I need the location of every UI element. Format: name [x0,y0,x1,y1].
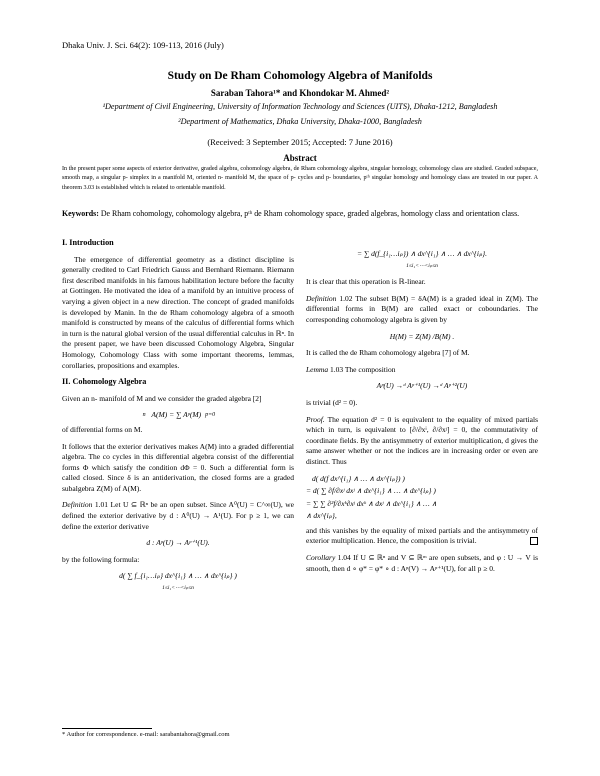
eq1-body: A(M) = ∑ Aᵖ(M) [151,410,202,420]
definition-1-02 [306,294,538,326]
cohomology-paragraph-1: Given an n- manifold of M and we consider the graded algebra [2] [62,393,262,403]
right-paragraph-4-text: and this vanishes by the equality of mixed partials and the antisymmetry of exterior multiplication. Hence, the composition is trivial. [306,525,538,546]
proof-text: The equation d² = 0 is equivalent to the equality of mixed partials which in turn, is equivalent to [∂/∂xⁱ, ∂/∂xʲ] = 0, the commutativity of coordinate fields. By the antisymmetry of exterior multiplication, d gives the same answer whether or not the indices are in increasing order or even are distinct. Thus [306,414,538,466]
cohomology-paragraph-2: of differential forms on M. [62,424,143,434]
definition-1-02-label: Definition [306,293,337,303]
received-dates: (Received: 3 September 2015; Accepted: 7 June 2016) [207,137,393,147]
footnote-rule [62,728,152,729]
authors: Saraban Tahora¹* and Khondokar M. Ahmed² [210,88,390,98]
cohomology-paragraph-4: by the following formula: [62,554,140,564]
lemma-1-03 [306,365,538,376]
definition-1-02-text: 1.02 The subset B(M) = δA(M) is a graded ideal in Z(M). The differential forms in B(M) are called exact or coboundaries. The corresponding cohomology algebra is given by [306,293,538,324]
right-paragraph-1: It is clear that this operation is ℝ-linear. [306,277,426,287]
eq4-body: = ∑ d(f_{i₁…iₚ}) ∧ dx^{i₁} ∧ … ∧ dx^{iₚ}. [356,249,488,258]
keywords-label: Keywords: [62,209,99,218]
cohomology-heading: II. Cohomology Algebra [62,377,147,387]
equation-4 [306,249,538,271]
intro-heading: I. Introduction [62,238,114,247]
qed-icon [530,537,538,545]
keywords [62,208,538,219]
abstract-heading: Abstract [283,153,317,163]
left-column [62,238,294,600]
corollary-1-04 [306,553,538,574]
proof [306,415,538,468]
equation-1 [62,410,294,421]
journal-header: Dhaka Univ. J. Sci. 64(2): 109-113, 2016 (July) [62,40,224,50]
affiliation-2: ²Department of Mathematics, Dhaka University, Dhaka-1000, Bangladesh [178,117,422,126]
eq4-sum-bottom: 1≤i₁<⋯<iₚ≤n [406,262,438,269]
right-paragraph-3: is trivial (d² = 0). [306,397,358,407]
definition-1-01-text: 1.01 Let U ⊆ ℝⁿ be an open subset. Since A⁰(U) = C^∞(U), we defined the exterior derivative by d : A⁰(U) → A¹(U). For p ≥ 1, we can define the exterior derivative [62,500,294,531]
eq3-body: d( ∑ f_{i₁…iₚ} dx^{i₁} ∧ … ∧ dx^{iₚ} ) [119,571,237,581]
equation-3 [62,571,294,593]
lemma-text: 1.03 The composition [328,364,396,374]
equation-7d: ∧ dx^{iₚ}, [306,511,337,521]
lemma-label: Lemma [306,364,329,374]
corollary-label: Corollary [306,553,336,563]
right-column [306,243,538,580]
keywords-text: De Rham cohomology, cohomology algebra, pᵗʰ de Rham cohomology space, graded algebras, homology class and orientation class. [100,209,520,218]
right-paragraph-4 [306,526,538,547]
eq3-sum-bottom: 1≤i₁<⋯<iₚ≤n [162,585,194,592]
abstract-text: In the present paper some aspects of exterior derivative, graded algebra, cohomology algebra, de Rham cohomology algebra, singular homology, cohomology class are studied. Graded subspace, smooth map, a singular p- simplex in a manifold M, oriented n- manifold M, the space of p- cycles and p- boundaries, pᵗʰ singular homology and homology class are treated in our paper. A theorem 3.03 is established which is related to orientable manifold. [62,166,538,191]
equation-7c: = ∑ ∑ ∂²f/∂xᵏ∂xʲ dxᵏ ∧ dxʲ ∧ dx^{i₁} ∧ … ∧ [306,498,437,508]
right-paragraph-2: It is called the de Rham cohomology algebra [7] of M. [306,348,470,358]
footnote: * Author for correspondence. e-mail: sarabantahora@gmail.com [62,731,230,738]
intro-paragraph: The emergence of differential geometry as a distinct discipline is generally credited to Carl Friedrich Gauss and Bernhard Riemann. Riemann first described manifolds in his famous habilitation lecture before the faculty at Gottingen. He motivated the idea of a manifold by an intuitive process of varying a given object in a new direction. The concept of graded manifolds is developed by Manin. In the de Rham cohomology algebra of a smooth manifold is constructed by means of the calculus of differential forms which in turn is the natural global version of the usual differential calculus in ℝⁿ. In the present paper, we have been discussed Cohomology Algebra, Singular Homology, Cohomology Class with some important theorems, lemmas, corollaries, propositions and examples. [62,254,294,370]
definition-1-01 [62,500,294,532]
equation-7b: = d( ∑ ∂f/∂xʲ dxʲ ∧ dx^{i₁} ∧ … ∧ dx^{iₚ} ) [306,486,436,496]
equation-7a: d( d(f dx^{i₁} ∧ … ∧ dx^{iₚ}) ) [312,473,405,483]
affiliation-1: ¹Department of Civil Engineering, University of Information Technology and Sciences (UITS), Dhaka-1212, Bangladesh [102,102,498,111]
eq1-sum-top: n [142,412,146,419]
cohomology-paragraph-3: It follows that the exterior derivatives makes A(M) into a graded differential algebra. The co cycles in this differential algebra consist of the differential forms Φ which satisfy the condition dΦ = 0. Such a differential form is called closed. Since δ is an antiderivation, the closed forms are a graded subalgebra Z(M) of A(M). [62,441,294,493]
equation-5: H(M) = Z(M) /B(M) . [389,331,455,341]
proof-label: Proof. [306,414,325,424]
eq1-sum-bottom: p=0 [205,412,216,419]
definition-1-01-label: Definition [62,500,93,510]
paper-title: Study on De Rham Cohomology Algebra of Manifolds [167,70,433,82]
equation-6: Aᵖ(U) →ᵈ Aᵖ⁺¹(U) →ᵈ Aᵖ⁺²(U) [376,381,468,391]
equation-2: d : Aᵖ(U) → Aᵖ⁺¹(U). [146,538,210,548]
corollary-text: 1.04 If U ⊆ ℝⁿ and V ⊆ ℝᵐ are open subsets, and φ : U → V is smooth, then d ∘ φ* = φ* ∘ d : Aᵖ(V) → Aᵖ⁺¹(U), for all p ≥ 0. [306,553,538,573]
